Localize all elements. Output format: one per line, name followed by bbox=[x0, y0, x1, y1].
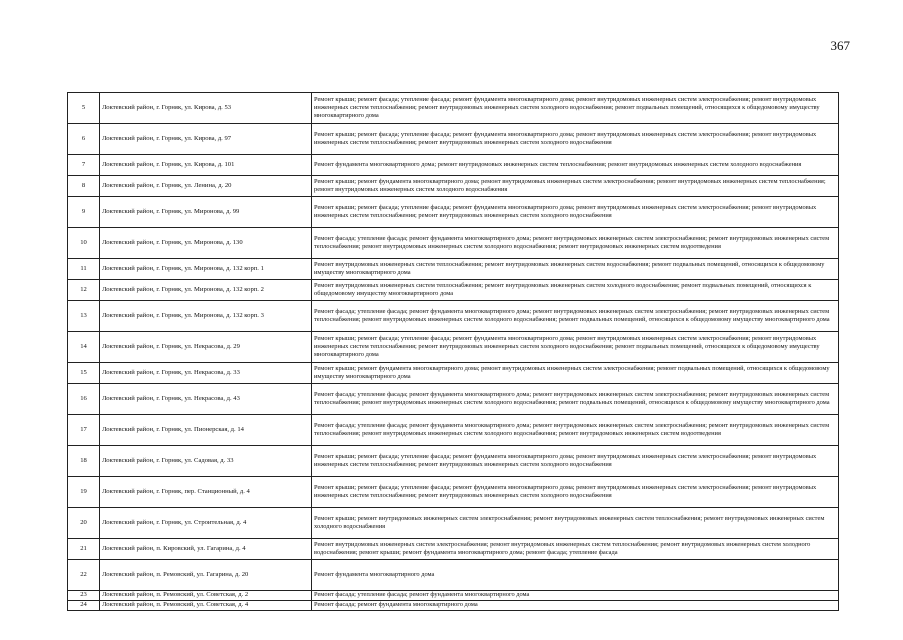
row-number: 13 bbox=[68, 301, 100, 332]
page-number: 367 bbox=[830, 38, 850, 53]
row-address: Локтевский район, г. Горняк, ул. Некрасова, д. 29 bbox=[100, 332, 312, 363]
row-works: Ремонт внутридомовых инженерных систем теплоснабжения; ремонт внутридомовых инженерных систем водоснабжения; ремонт подвальных помещений, относящихся к общедомовому имуществу многоквартирного дома bbox=[312, 259, 839, 280]
table-row bbox=[68, 301, 839, 332]
row-number: 15 bbox=[68, 363, 100, 384]
row-works: Ремонт фасада; утепление фасада; ремонт фундамента многоквартирного дома bbox=[312, 591, 839, 601]
table-row bbox=[68, 155, 839, 176]
row-works: Ремонт внутридомовых инженерных систем теплоснабжения; ремонт внутридомовых инженерных систем холодного водоснабжения; ремонт подвальных помещений, относящихся к общедомовому имуществу многоквартирного дома bbox=[312, 280, 839, 301]
table-row bbox=[68, 124, 839, 155]
table-row bbox=[68, 591, 839, 601]
row-number: 8 bbox=[68, 176, 100, 197]
row-number: 6 bbox=[68, 124, 100, 155]
row-address: Локтевский район, г. Горняк, ул. Миронова, д. 132 корп. 3 bbox=[100, 301, 312, 332]
table-row bbox=[68, 176, 839, 197]
row-number: 24 bbox=[68, 601, 100, 611]
table-row bbox=[68, 197, 839, 228]
row-address: Локтевский район, п. Ремовский, ул. Советская, д. 4 bbox=[100, 601, 312, 611]
row-address: Локтевский район, г. Горняк, ул. Миронова, д. 132 корп. 2 bbox=[100, 280, 312, 301]
row-address: Локтевский район, г. Горняк, ул. Кирова, д. 101 bbox=[100, 155, 312, 176]
row-address: Локтевский район, г. Горняк, пер. Станционный, д. 4 bbox=[100, 477, 312, 508]
row-works: Ремонт фасада; утепление фасада; ремонт фундамента многоквартирного дома; ремонт внутридомовых инженерных систем электроснабжения; ремонт внутридомовых инженерных систем теплоснабжения; ремонт внутридомовых инженерных систем холодного водоснабжения; ремонт внутридомовых инженерных систем водоотведения bbox=[312, 415, 839, 446]
table-row bbox=[68, 601, 839, 611]
row-address: Локтевский район, п. Кировский, ул. Гагарина, д. 4 bbox=[100, 539, 312, 560]
row-works: Ремонт крыши; ремонт фасада; утепление фасада; ремонт фундамента многоквартирного дома; ремонт внутридомовых инженерных систем электроснабжения; ремонт внутридомовых инженерных систем теплоснабжения; ремонт внутридомовых инженерных систем холодного водоснабжения; ремонт подвальных помещений, относящихся к общедомовому имуществу многоквартирного дома bbox=[312, 332, 839, 363]
row-address: Локтевский район, г. Горняк, ул. Миронова, д. 99 bbox=[100, 197, 312, 228]
row-works: Ремонт фасада; утепление фасада; ремонт фундамента многоквартирного дома; ремонт внутридомовых инженерных систем электроснабжения; ремонт внутридомовых инженерных систем теплоснабжения; ремонт внутридомовых инженерных систем холодного водоснабжения; ремонт подвальных помещений, относящихся к общедомовому имуществу многоквартирного дома bbox=[312, 301, 839, 332]
row-address: Локтевский район, г. Горняк, ул. Пионерская, д. 14 bbox=[100, 415, 312, 446]
row-works: Ремонт крыши; ремонт фундамента многоквартирного дома; ремонт внутридомовых инженерных систем электроснабжения; ремонт внутридомовых инженерных систем теплоснабжения; ремонт внутридомовых инженерных систем холодного водоснабжения bbox=[312, 176, 839, 197]
row-address: Локтевский район, п. Ремовский, ул. Гагарина, д. 20 bbox=[100, 560, 312, 591]
row-works: Ремонт крыши; ремонт фасада; утепление фасада; ремонт фундамента многоквартирного дома; ремонт внутридомовых инженерных систем электроснабжения; ремонт внутридомовых инженерных систем теплоснабжения; ремонт внутридомовых инженерных систем холодного водоснабжения; ремонт подвальных помещений, относящихся к общедомовому имуществу многоквартирного дома bbox=[312, 93, 839, 124]
row-number: 10 bbox=[68, 228, 100, 259]
row-works: Ремонт крыши; ремонт фасада; утепление фасада; ремонт фундамента многоквартирного дома; ремонт внутридомовых инженерных систем электроснабжения; ремонт внутридомовых инженерных систем теплоснабжения; ремонт внутридомовых инженерных систем холодного водоснабжения bbox=[312, 446, 839, 477]
row-address: Локтевский район, г. Горняк, ул. Миронова, д. 132 корп. 1 bbox=[100, 259, 312, 280]
row-works: Ремонт крыши; ремонт фундамента многоквартирного дома; ремонт внутридомовых инженерных систем электроснабжения; ремонт подвальных помещений, относящихся к общедомовому имуществу многоквартирного дома bbox=[312, 363, 839, 384]
row-works: Ремонт крыши; ремонт фасада; утепление фасада; ремонт фундамента многоквартирного дома; ремонт внутридомовых инженерных систем электроснабжения; ремонт внутридомовых инженерных систем теплоснабжения; ремонт внутридомовых инженерных систем холодного водоснабжения bbox=[312, 124, 839, 155]
row-number: 18 bbox=[68, 446, 100, 477]
row-address: Локтевский район, г. Горняк, ул. Ленина, д. 20 bbox=[100, 176, 312, 197]
row-number: 9 bbox=[68, 197, 100, 228]
row-address: Локтевский район, г. Горняк, ул. Некрасова, д. 33 bbox=[100, 363, 312, 384]
table-row bbox=[68, 228, 839, 259]
table-row bbox=[68, 332, 839, 363]
table-row bbox=[68, 259, 839, 280]
row-works: Ремонт крыши; ремонт фасада; утепление фасада; ремонт фундамента многоквартирного дома; ремонт внутридомовых инженерных систем электроснабжения; ремонт внутридомовых инженерных систем теплоснабжения; ремонт внутридомовых инженерных систем холодного водоснабжения bbox=[312, 477, 839, 508]
row-number: 5 bbox=[68, 93, 100, 124]
house-registry-table bbox=[67, 92, 839, 611]
row-number: 20 bbox=[68, 508, 100, 539]
table-row bbox=[68, 539, 839, 560]
row-address: Локтевский район, г. Горняк, ул. Садовая, д. 33 bbox=[100, 446, 312, 477]
table-row bbox=[68, 93, 839, 124]
row-number: 12 bbox=[68, 280, 100, 301]
table-row bbox=[68, 363, 839, 384]
row-works: Ремонт крыши; ремонт фасада; утепление фасада; ремонт фундамента многоквартирного дома; ремонт внутридомовых инженерных систем электроснабжения; ремонт внутридомовых инженерных систем теплоснабжения; ремонт внутридомовых инженерных систем холодного водоснабжения bbox=[312, 197, 839, 228]
row-number: 19 bbox=[68, 477, 100, 508]
row-number: 14 bbox=[68, 332, 100, 363]
row-works: Ремонт фундамента многоквартирного дома; ремонт внутридомовых инженерных систем теплоснабжения; ремонт внутридомовых инженерных систем холодного водоснабжения bbox=[312, 155, 839, 176]
row-number: 21 bbox=[68, 539, 100, 560]
row-works: Ремонт фасада; ремонт фундамента многоквартирного дома bbox=[312, 601, 839, 611]
row-works: Ремонт крыши; ремонт внутридомовых инженерных систем электроснабжения; ремонт внутридомовых инженерных систем теплоснабжения; ремонт внутридомовых инженерных систем холодного водоснабжения bbox=[312, 508, 839, 539]
row-works: Ремонт фундамента многоквартирного дома bbox=[312, 560, 839, 591]
row-works: Ремонт внутридомовых инженерных систем электроснабжения; ремонт внутридомовых инженерных систем теплоснабжения; ремонт внутридомовых инженерных систем холодного водоснабжения; ремонт крыши; ремонт фундамента многоквартирного дома; ремонт фасада; утепление фасада bbox=[312, 539, 839, 560]
table-row bbox=[68, 415, 839, 446]
table-row bbox=[68, 446, 839, 477]
row-works: Ремонт фасада; утепление фасада; ремонт фундамента многоквартирного дома; ремонт внутридомовых инженерных систем электроснабжения; ремонт внутридомовых инженерных систем теплоснабжения; ремонт внутридомовых инженерных систем холодного водоснабжения; ремонт внутридомовых инженерных систем водоотведения bbox=[312, 228, 839, 259]
table-row bbox=[68, 560, 839, 591]
row-number: 16 bbox=[68, 384, 100, 415]
row-number: 22 bbox=[68, 560, 100, 591]
row-number: 23 bbox=[68, 591, 100, 601]
table-body bbox=[68, 93, 839, 611]
row-address: Локтевский район, г. Горняк, ул. Строительная, д. 4 bbox=[100, 508, 312, 539]
row-address: Локтевский район, г. Горняк, ул. Кирова, д. 97 bbox=[100, 124, 312, 155]
row-works: Ремонт фасада; утепление фасада; ремонт фундамента многоквартирного дома; ремонт внутридомовых инженерных систем электроснабжения; ремонт внутридомовых инженерных систем теплоснабжения; ремонт внутридомовых инженерных систем холодного водоснабжения; ремонт подвальных помещений, относящихся к общедомовому имуществу многоквартирного дома bbox=[312, 384, 839, 415]
row-number: 7 bbox=[68, 155, 100, 176]
row-address: Локтевский район, г. Горняк, ул. Некрасова, д. 43 bbox=[100, 384, 312, 415]
table-row bbox=[68, 384, 839, 415]
row-number: 11 bbox=[68, 259, 100, 280]
table-row bbox=[68, 280, 839, 301]
table-row bbox=[68, 508, 839, 539]
row-address: Локтевский район, г. Горняк, ул. Миронова, д. 130 bbox=[100, 228, 312, 259]
row-address: Локтевский район, п. Ремовский, ул. Советская, д. 2 bbox=[100, 591, 312, 601]
row-address: Локтевский район, г. Горняк, ул. Кирова, д. 53 bbox=[100, 93, 312, 124]
row-number: 17 bbox=[68, 415, 100, 446]
table-row bbox=[68, 477, 839, 508]
